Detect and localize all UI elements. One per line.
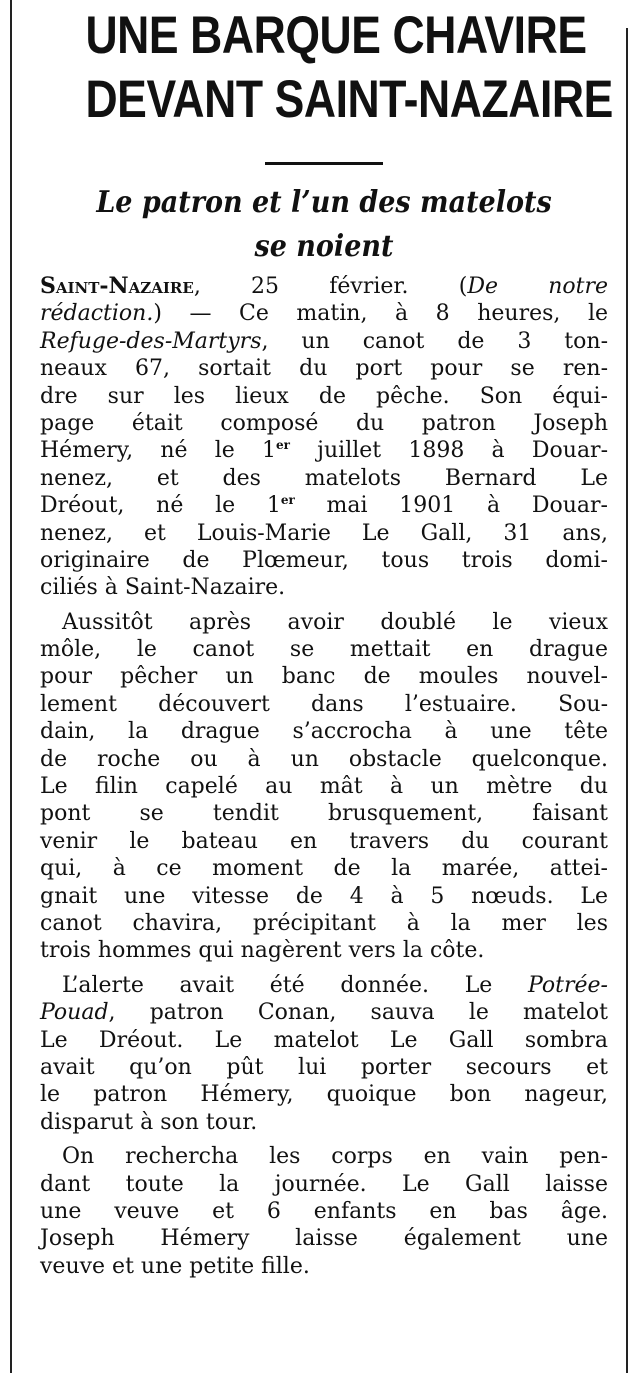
article-paragraph bbox=[40, 1143, 608, 1280]
text-run: , patron Conan, sauva le matelot bbox=[108, 1000, 608, 1026]
column-rule-left bbox=[10, 0, 12, 1373]
text-line bbox=[40, 1225, 608, 1252]
text-line bbox=[40, 1109, 608, 1136]
text-run: une veuve et 6 enfants en bas âge. bbox=[40, 1198, 608, 1224]
text-run: canot chavira, précipitant à la mer les bbox=[40, 910, 608, 936]
text-run: Hémery, né le 1 bbox=[40, 438, 276, 464]
text-line bbox=[40, 300, 608, 327]
text-run: Le filin capelé au mât à un mètre du bbox=[40, 774, 608, 800]
text-run: , un canot de 3 ton- bbox=[261, 328, 608, 354]
text-line bbox=[40, 1081, 608, 1108]
text-line bbox=[40, 609, 608, 636]
text-line bbox=[40, 883, 608, 910]
headline-line-2: DEVANT SAINT-NAZAIRE bbox=[85, 70, 613, 129]
text-run: juillet 1898 à Douar- bbox=[289, 438, 609, 464]
text-run: pont se tendit brusquement, faisant bbox=[40, 801, 608, 827]
text-line bbox=[40, 1198, 608, 1225]
text-line bbox=[40, 437, 608, 464]
text-line bbox=[40, 492, 608, 519]
text-run: avait qu’on pût lui porter secours et bbox=[40, 1054, 608, 1080]
text-run: dre sur les lieux de pêche. Son équi- bbox=[40, 383, 608, 409]
text-run: venir le bateau en travers du courant bbox=[40, 828, 608, 854]
text-run: neaux 67, sortait du port pour se ren- bbox=[40, 356, 608, 382]
italic-text: De notre bbox=[467, 274, 608, 299]
text-line bbox=[40, 355, 608, 382]
text-line bbox=[40, 746, 608, 773]
text-run: môle, le canot se mettait en drague bbox=[40, 637, 608, 663]
text-run: ) — Ce matin, à 8 heures, le bbox=[153, 301, 608, 327]
subheadline bbox=[68, 181, 579, 269]
headline bbox=[85, 4, 613, 132]
text-line bbox=[40, 636, 608, 663]
text-line bbox=[40, 828, 608, 855]
text-run: le patron Hémery, quoique bon nageur, bbox=[40, 1082, 608, 1108]
text-line bbox=[40, 520, 608, 547]
text-line bbox=[40, 547, 608, 574]
column-rule-right bbox=[626, 28, 628, 1373]
text-run: veuve et une petite fille. bbox=[40, 1253, 310, 1279]
text-run: dant toute la journée. Le Gall laisse bbox=[40, 1171, 608, 1197]
text-run: qui, à ce moment de la marée, attei- bbox=[40, 856, 608, 882]
text-run: , 25 février. ( bbox=[193, 274, 468, 299]
text-run: page était composé du patron Joseph bbox=[40, 410, 608, 436]
text-run: Le Dréout. Le matelot Le Gall sombra bbox=[40, 1027, 608, 1053]
text-run: disparut à son tour. bbox=[40, 1109, 258, 1135]
text-line bbox=[40, 1027, 608, 1054]
text-run: originaire de Plœmeur, tous trois domi- bbox=[40, 547, 608, 573]
article-paragraph bbox=[40, 609, 608, 965]
italic-text: Potrée- bbox=[528, 972, 608, 998]
text-run: ciliés à Saint-Nazaire. bbox=[40, 575, 286, 601]
text-line bbox=[40, 1143, 608, 1170]
text-run: L’alerte avait été donnée. Le bbox=[62, 972, 528, 998]
news-article bbox=[40, 4, 613, 1287]
text-line bbox=[40, 718, 608, 745]
text-run: mai 1901 à Douar- bbox=[294, 493, 608, 519]
text-line bbox=[40, 972, 608, 999]
dateline: Saint-Nazaire bbox=[40, 273, 194, 299]
text-line bbox=[40, 855, 608, 882]
headline-line-1: UNE BARQUE CHAVIRE bbox=[85, 6, 587, 65]
text-line bbox=[40, 574, 608, 601]
text-run: On rechercha les corps en vain pen- bbox=[62, 1144, 608, 1170]
subheadline-line-2: se noient bbox=[254, 229, 394, 264]
text-run: trois hommes qui nagèrent vers la côte. bbox=[40, 938, 485, 964]
italic-text: rédaction. bbox=[40, 301, 154, 327]
text-run: dain, la drague s’accrocha à une tête bbox=[40, 719, 608, 745]
text-line bbox=[40, 273, 608, 300]
text-line bbox=[40, 663, 608, 690]
text-line bbox=[40, 691, 608, 718]
text-line bbox=[40, 1054, 608, 1081]
article-body bbox=[40, 273, 608, 1280]
text-run: Joseph Hémery laisse également une bbox=[40, 1226, 608, 1252]
text-line bbox=[40, 910, 608, 937]
text-line bbox=[40, 1171, 608, 1198]
text-line bbox=[40, 465, 608, 492]
text-line bbox=[40, 999, 608, 1026]
text-line bbox=[40, 410, 608, 437]
subheadline-line-1: Le patron et l’un des matelots bbox=[96, 185, 552, 220]
headline-separator bbox=[265, 162, 383, 165]
article-paragraph bbox=[40, 972, 608, 1136]
italic-text: Pouad bbox=[40, 1000, 109, 1026]
text-line bbox=[40, 773, 608, 800]
text-run: gnait une vitesse de 4 à 5 nœuds. Le bbox=[40, 883, 608, 909]
text-line bbox=[40, 800, 608, 827]
text-line bbox=[40, 1253, 608, 1280]
text-line bbox=[40, 937, 608, 964]
ordinal-suffix: er bbox=[280, 493, 295, 508]
text-run: Dréout, né le 1 bbox=[40, 493, 281, 519]
article-paragraph bbox=[40, 273, 608, 602]
text-run: de roche ou à un obstacle quelconque. bbox=[40, 746, 608, 772]
text-line bbox=[40, 383, 608, 410]
ordinal-suffix: er bbox=[276, 438, 290, 453]
text-run: nenez, et des matelots Bernard Le bbox=[40, 465, 608, 491]
text-run: pour pêcher un banc de moules nouvel- bbox=[40, 664, 608, 690]
text-line bbox=[40, 328, 608, 355]
text-run: Aussitôt après avoir doublé le vieux bbox=[62, 609, 608, 635]
text-run: nenez, et Louis-Marie Le Gall, 31 ans, bbox=[40, 520, 608, 546]
text-run: lement découvert dans l’estuaire. Sou- bbox=[40, 691, 608, 717]
italic-text: Refuge-des-Martyrs bbox=[40, 328, 262, 354]
